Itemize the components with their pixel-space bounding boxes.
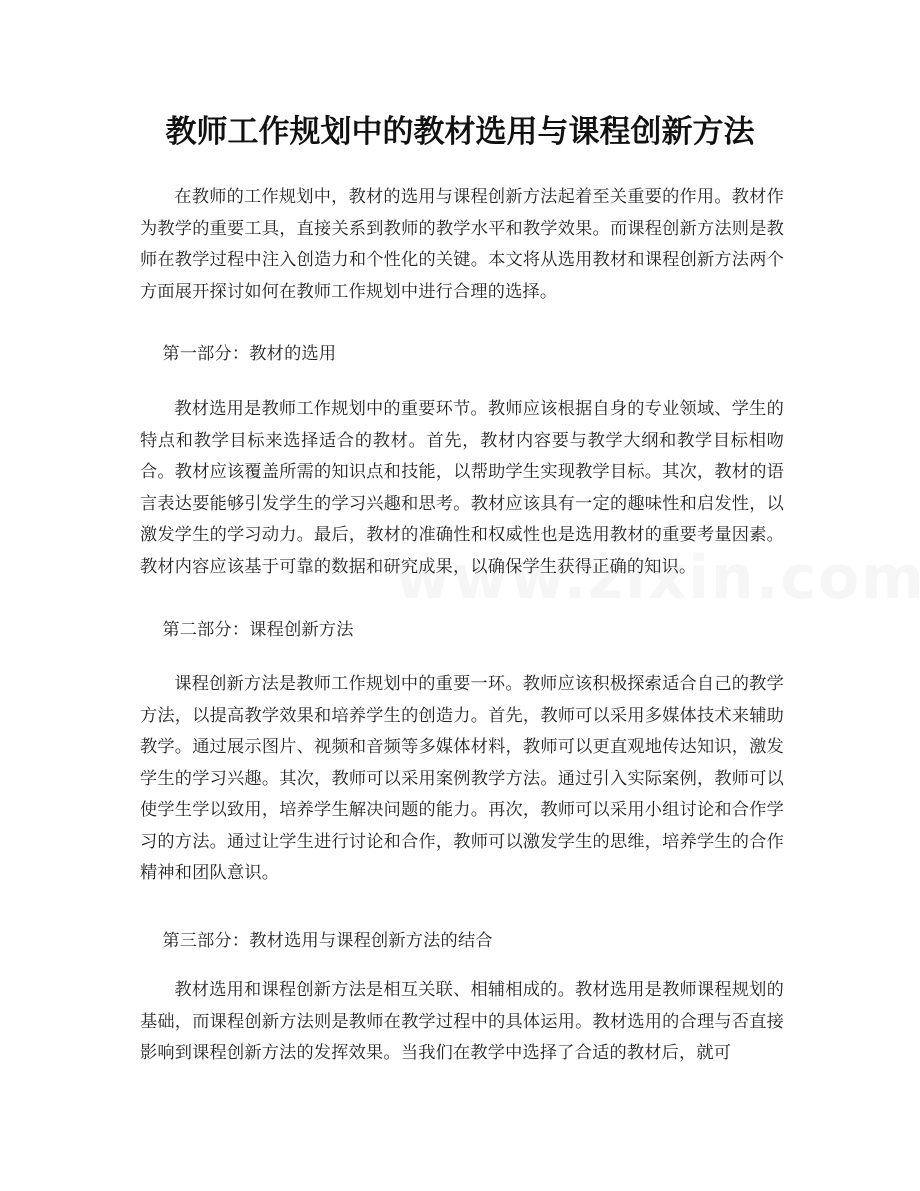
- section3-heading: 第三部分：教材选用与课程创新方法的结合: [162, 931, 493, 951]
- intro-paragraph: 在教师的工作规划中，教材的选用与课程创新方法起着至关重要的作用。教材作为教学的重要工具，直接关系到教师的教学水平和教学效果。而课程创新方法则是教师在教学过程中注入创造力和个性化的关键。本文将从选用教材和课程创新方法两个方面展开探讨如何在教师工作规划中进行合理的选择。: [140, 187, 784, 302]
- section2-heading: 第二部分：课程创新方法: [162, 620, 354, 640]
- section3-paragraph: 教材选用和课程创新方法是相互关联、相辅相成的。教材选用是教师课程规划的基础，而课程创新方法则是教师在教学过程中的具体运用。教材选用的合理与否直接影响到课程创新方法的发挥效果。当我们在教学中选择了合适的教材后，就可: [140, 980, 784, 1063]
- section1-heading: 第一部分：教材的选用: [162, 344, 337, 364]
- section1-paragraph: 教材选用是教师工作规划中的重要环节。教师应该根据自身的专业领域、学生的特点和教学目标来选择适合的教材。首先，教材内容要与教学大纲和教学目标相吻合。教材应该覆盖所需的知识点和技能，以帮助学生实现教学目标。其次，教材的语言表达要能够引发学生的学习兴趣和思考。教材应该具有一定的趣味性和启发性，以激发学生的学习动力。最后，教材的准确性和权威性也是选用教材的重要考量因素。教材内容应该基于可靠的数据和研究成果，以确保学生获得正确的知识。: [140, 399, 784, 577]
- document-title: 教师工作规划中的教材选用与课程创新方法: [165, 114, 755, 150]
- section2-paragraph: 课程创新方法是教师工作规划中的重要一环。教师应该积极探索适合自己的教学方法，以提高教学效果和培养学生的创造力。首先，教师可以采用多媒体技术来辅助教学。通过展示图片、视频和音频等多媒体材料，教师可以更直观地传达知识，激发学生的学习兴趣。其次，教师可以采用案例教学方法。通过引入实际案例，教师可以使学生学以致用，培养学生解决问题的能力。再次，教师可以采用小组讨论和合作学习的方法。通过让学生进行讨论和合作，教师可以激发学生的思维，培养学生的合作精神和团队意识。: [140, 674, 784, 883]
